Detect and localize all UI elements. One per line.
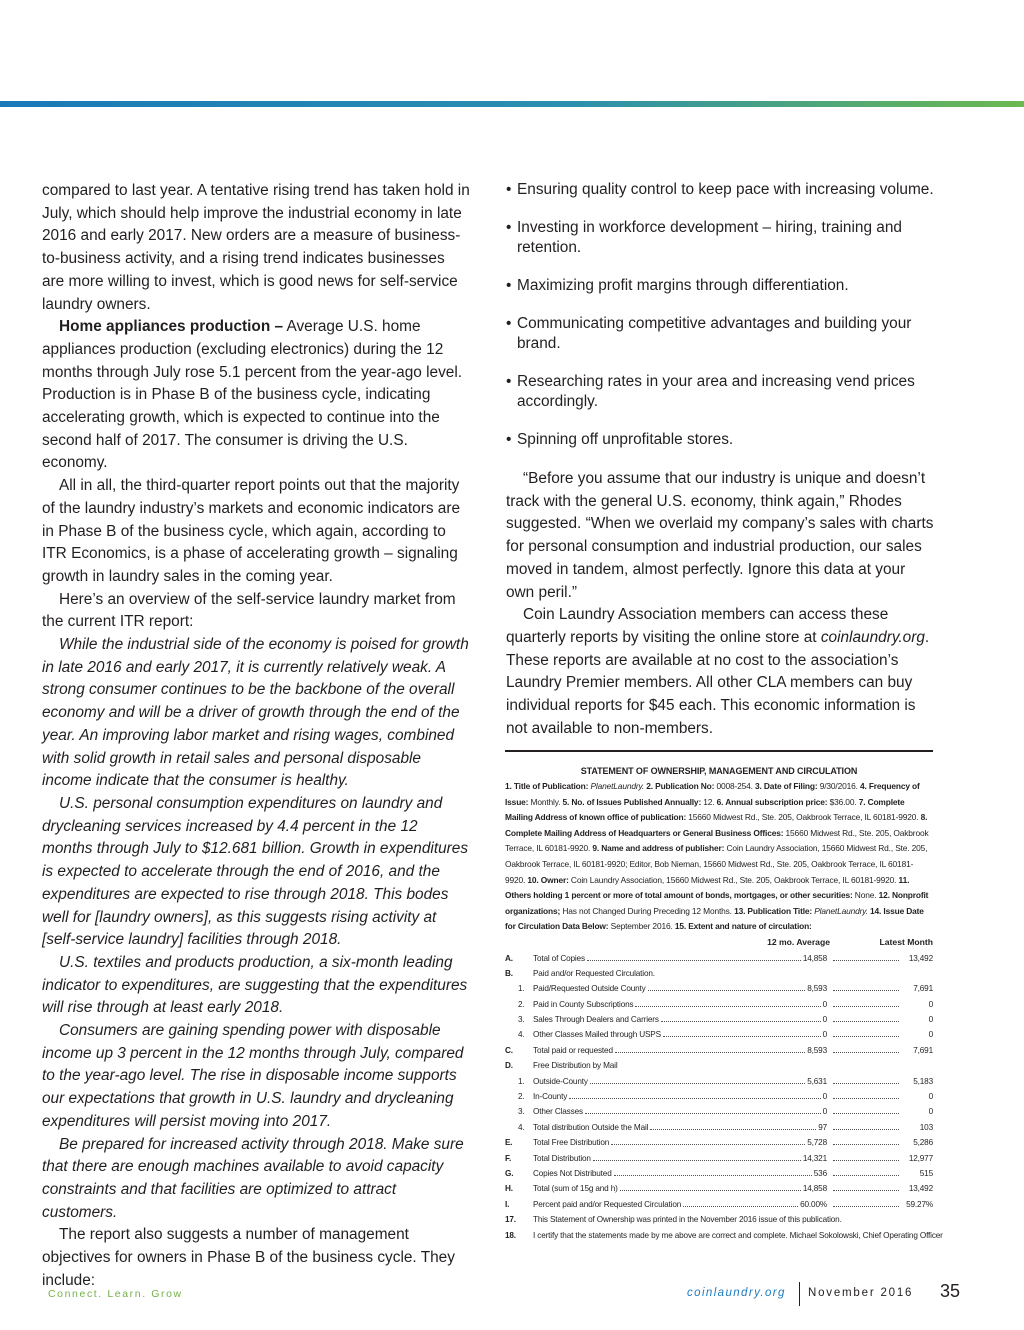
row-label: Total paid or requested <box>533 1045 613 1055</box>
latest-value: 515 <box>919 1169 933 1178</box>
table-row <box>505 966 933 981</box>
statement-field-value: Coin Laundry Association, 15660 Midwest Rd., Ste. 205, Oakbrook Terrace, IL 60181-9920. <box>570 874 897 885</box>
circulation-table <box>505 951 943 1243</box>
dot-leader <box>648 990 806 991</box>
table-row <box>505 1181 933 1196</box>
row-label: Sales Through Dealers and Carriers <box>533 1015 659 1025</box>
avg-value: 0 <box>822 999 827 1009</box>
latest-value: 7,691 <box>913 984 933 994</box>
statement-title: STATEMENT OF OWNERSHIP, MANAGEMENT AND CIRCULATION <box>580 766 858 776</box>
latest-value: 0 <box>928 999 933 1009</box>
row-key: 1. <box>518 984 525 994</box>
statement-field-label: 13. Publication Title: <box>734 905 813 916</box>
quoted-report-paragraph: While the industrial side of the economy is poised for growth in late 2016 and early 2017, it is currently relatively weak. A strong consumer continues to be the backbone of the overall economy and will be a driver of growth through the end of the year. An improving labor market and rising wages, combined with solid growth in retail sales and personal disposable income indicate that the consumer is healthy. <box>42 636 469 790</box>
statement-field-label: 9. Name and address of publisher: <box>592 843 725 854</box>
row-label: Total (sum of 15g and h) <box>533 1184 618 1194</box>
avg-value: 97 <box>818 1122 827 1132</box>
body-paragraph: Here’s an overview of the self-service laundry market from the current ITR report: <box>42 590 456 631</box>
statement-field-label: 15. Extent and nature of circulation: <box>674 921 812 932</box>
dot-leader <box>833 1206 899 1207</box>
latest-column-header: Latest Month <box>879 936 933 947</box>
body-paragraph: All in all, the third-quarter report points out that the majority of the laundry industry’s markets and economic indicators are in Phase B of the business cycle, which again, according to ITR Economics, is a phase of accelerating growth – signaling growth in laundry sales in the coming year. <box>42 477 461 585</box>
dot-leader <box>833 1129 899 1130</box>
statement-field-value: PlanetLaundry. <box>590 781 645 791</box>
table-row <box>505 1120 933 1135</box>
circulation-column-headers <box>505 935 933 951</box>
paragraph-text: . These reports are available at no cost to the association’s Laundry Premier members. All other CLA members can buy individual reports for $45 each. This economic information is not available to non-members. <box>506 628 930 737</box>
row-key: 2. <box>518 999 525 1009</box>
dot-leader <box>833 1113 899 1114</box>
dot-leader <box>590 1083 805 1084</box>
row-key: 2. <box>518 1092 525 1102</box>
dot-leader <box>587 960 801 961</box>
body-paragraph <box>42 316 470 475</box>
row-key: E. <box>505 1138 513 1148</box>
row-label: Free Distribution by Mail <box>533 1061 618 1071</box>
list-item: • Investing in workforce development – hiring, training and retention. <box>506 218 934 258</box>
dot-leader <box>833 1175 899 1176</box>
dot-leader <box>615 1052 805 1053</box>
list-item: • Ensuring quality control to keep pace with increasing volume. <box>506 180 934 200</box>
avg-value: 5,728 <box>807 1138 827 1148</box>
dot-leader <box>635 1006 820 1007</box>
latest-value: 13,492 <box>908 953 933 963</box>
footer-tagline: Connect. Learn. Grow <box>48 1288 183 1300</box>
row-key: 4. <box>518 1122 525 1132</box>
latest-value: 5,286 <box>913 1138 933 1148</box>
row-key: I. <box>505 1199 510 1209</box>
statement-field-value: $36.00. <box>829 796 857 807</box>
row-label: Paid/Requested Outside County <box>533 984 646 994</box>
list-item: • Spinning off unprofitable stores. <box>506 430 934 450</box>
latest-value: 0 <box>928 1092 933 1102</box>
latest-value: 0 <box>928 1107 933 1117</box>
dot-leader <box>833 1036 899 1037</box>
table-row <box>505 981 933 996</box>
page-number: 35 <box>940 1281 961 1301</box>
table-row <box>505 1012 933 1027</box>
table-row <box>505 1135 933 1150</box>
avg-column-header: 12 mo. Average <box>767 936 830 947</box>
statement-field-label: 8. Complete Mailing Address of Headquarters or General Business Offices: <box>505 812 928 838</box>
row-label: Total of Copies <box>533 953 585 963</box>
dot-leader <box>593 1160 801 1161</box>
dot-leader <box>833 990 899 991</box>
row-key: H. <box>505 1184 513 1194</box>
table-row <box>505 997 933 1012</box>
table-row <box>505 1058 933 1073</box>
dot-leader <box>663 1036 821 1037</box>
paragraph-text: Average U.S. home appliances production (excluding electronics) during the 12 months through July rose 5.1 percent from the year-ago level. Production is in Phase B of the business cycle, indicating accelerating growth, which is expected to continue into the second half of 2017. The consumer is driving the U.S. economy. <box>42 318 463 472</box>
statement-field-value: PlanetLaundry. <box>814 905 868 916</box>
row-key: 1. <box>518 1076 525 1086</box>
statement-field-value: September 2016. <box>610 921 673 932</box>
avg-value: 8,593 <box>807 1045 827 1055</box>
statement-field-label: 5. No. of Issues Published Annually: <box>562 796 702 807</box>
avg-value: 0 <box>822 1015 827 1025</box>
statement-field-value: Monthly. <box>530 796 561 807</box>
body-paragraph <box>506 604 934 740</box>
dot-leader <box>620 1190 801 1191</box>
statement-field-value: 15660 Midwest Rd., Ste. 205, Oakbrook Terrace, IL 60181-9920. <box>505 827 929 854</box>
row-label: Other Classes <box>533 1107 583 1117</box>
latest-value: 7,691 <box>913 1045 933 1055</box>
quoted-report-paragraph: U.S. personal consumption expenditures on laundry and drycleaning services increased by 4.4 percent in the 12 months through July to $12.681 billion. Growth in expenditures is expected to accelerate through the end of 2016, and the expenditures are expected to rise through 2018. This bodes well for [laundry owners], as this suggests rising activity at [self-service laundry] facilities through 2018. <box>42 794 469 949</box>
row-label: This Statement of Ownership was printed in the November 2016 issue of this publication. <box>533 1215 842 1225</box>
table-row <box>505 1089 933 1104</box>
row-label: Outside-County <box>533 1076 588 1086</box>
quoted-report-paragraph: Be prepared for increased activity through 2018. Make sure that there are enough machines available to avoid capacity constraints and that facilities are optimized to attract customers. <box>42 1135 464 1221</box>
dot-leader <box>585 1113 821 1114</box>
row-label: Total distribution Outside the Mail <box>533 1122 649 1132</box>
statement-field-value: Has not Changed During Preceding 12 Months. <box>562 905 732 916</box>
dot-leader <box>650 1129 816 1130</box>
row-key: D. <box>505 1061 513 1071</box>
avg-value: 0 <box>822 1107 827 1117</box>
latest-value: 5,183 <box>913 1076 933 1086</box>
body-paragraph: “Before you assume that our industry is unique and doesn’t track with the general U.S. economy, think again,” Rhodes suggested. “When we overlaid my company’s sales with charts for personal consumption and industrial production, our sales moved in tandem, almost perfectly. Ignore this data at your own peril.” <box>506 470 934 601</box>
row-key: 3. <box>518 1015 525 1025</box>
avg-value: 0 <box>822 1092 827 1102</box>
statement-field-label: 12. Nonprofit organizations; <box>505 890 929 916</box>
latest-value: 13,492 <box>908 1184 933 1194</box>
body-paragraph: compared to last year. A tentative rising trend has taken hold in July, which should help improve the industrial economy in late 2016 and early 2017. New orders are a measure of business-to-business activity, and a rising trend indicates businesses are more willing to invest, which is good news for self-service laundry owners. <box>42 182 470 313</box>
dot-leader <box>833 1083 899 1084</box>
table-row <box>505 1197 933 1212</box>
table-row <box>505 1166 933 1181</box>
row-key: C. <box>505 1045 513 1055</box>
row-label: Other Classes Mailed through USPS <box>533 1030 661 1040</box>
dot-leader <box>833 1006 899 1007</box>
row-key: A. <box>505 953 513 963</box>
avg-value: 0 <box>822 1030 827 1040</box>
objectives-list <box>506 180 934 450</box>
row-key: F. <box>505 1153 512 1163</box>
dot-leader <box>833 1160 899 1161</box>
left-column <box>42 180 470 1292</box>
latest-value: 59.27% <box>906 1199 933 1209</box>
statement-field-value: None. <box>854 890 877 901</box>
right-column <box>506 180 934 740</box>
latest-value: 0 <box>928 1015 933 1025</box>
table-row <box>505 1043 933 1058</box>
statement-field-value: 15660 Midwest Rd., Ste. 205, Oakbrook Terrace, IL 60181-9920. <box>688 812 919 823</box>
quoted-report-paragraph: Consumers are gaining spending power with disposable income up 3 percent in the 12 months through July, compared to the year-ago level. The rise in disposable income supports our expectations that growth in U.S. laundry and drycleaning expenditures will persist moving into 2017. <box>42 1022 464 1130</box>
avg-value: 8,593 <box>807 984 827 994</box>
statement-field-label: 2. Publication No: <box>646 781 715 791</box>
row-label: Total Distribution <box>533 1153 591 1163</box>
statement-field-value: 9/30/2016. <box>819 781 858 791</box>
table-row <box>505 1104 933 1119</box>
row-key: 18. <box>505 1230 516 1240</box>
dot-leader <box>833 1098 899 1099</box>
avg-value: 5,631 <box>807 1076 827 1086</box>
dot-leader <box>833 1021 899 1022</box>
row-label: I certify that the statements made by me above are correct and complete. Michael Sokolowski, Chief Operating Officer <box>533 1230 943 1240</box>
table-row <box>505 1074 933 1089</box>
latest-value: 12,977 <box>908 1153 933 1163</box>
row-label: Total Free Distribution <box>533 1138 610 1148</box>
ownership-statement <box>505 750 943 1243</box>
footer-divider <box>799 1282 800 1306</box>
statement-field-label: 6. Annual subscription price: <box>716 796 828 807</box>
paragraph-text: Coin Laundry Association members can access these quarterly reports by visiting the online store at <box>506 606 889 646</box>
row-key: 4. <box>518 1030 525 1040</box>
statement-field-label: 4. Frequency of Issue: <box>505 781 920 807</box>
statement-field-label: 3. Date of Filing: <box>755 781 818 791</box>
row-label: Paid in County Subscriptions <box>533 999 634 1009</box>
body-paragraph: The report also suggests a number of management objectives for owners in Phase B of the business cycle. They include: <box>42 1226 455 1289</box>
row-key: G. <box>505 1169 514 1178</box>
quoted-report-paragraph: U.S. textiles and products production, a six-month leading indicator to expenditures, are suggesting that the expenditures will rise through at least early 2018. <box>42 953 468 1017</box>
row-key: 3. <box>518 1107 525 1117</box>
avg-value: 14,858 <box>802 1184 827 1194</box>
table-row <box>505 1212 933 1227</box>
table-row <box>505 951 933 966</box>
statement-field-label: 1. Title of Publication: <box>505 781 589 791</box>
row-label: In-County <box>533 1092 568 1102</box>
latest-value: 103 <box>919 1122 933 1132</box>
statement-field-value: 0008-254. <box>716 781 753 791</box>
statement-field-value: 12. <box>703 796 715 807</box>
dot-leader <box>611 1144 805 1145</box>
dot-leader <box>833 1052 899 1053</box>
footer-issue-date: November 2016 <box>808 1287 914 1299</box>
statement-field-value: Coin Laundry Association, 15660 Midwest Rd., Ste. 205, Oakbrook Terrace, IL 60181-9920; Editor, Bob Nieman, 15660 Midwest Rd., Ste. 205, Oakbrook Terrace, IL 60181-9920. <box>505 843 928 885</box>
dot-leader <box>683 1206 798 1207</box>
website-link[interactable]: coinlaundry.org <box>820 628 925 646</box>
avg-value: 60.00% <box>800 1199 827 1209</box>
statement-field-label: 10. Owner: <box>527 874 569 885</box>
row-label: Paid and/or Requested Circulation. <box>533 968 655 978</box>
table-row <box>505 1228 943 1243</box>
paragraph-lead: Home appliances production – <box>59 318 284 336</box>
row-label: Copies Not Distributed <box>533 1169 612 1178</box>
list-item: • Communicating competitive advantages and building your brand. <box>506 314 934 354</box>
statement-field-label: 14. Issue Date for Circulation Data Below: <box>505 905 924 932</box>
header-accent-bar <box>0 101 1024 107</box>
dot-leader <box>569 1098 820 1099</box>
avg-value: 14,858 <box>802 953 827 963</box>
row-key: B. <box>505 968 513 978</box>
statement-field-label: 11. Others holding 1 percent or more of total amount of bonds, mortgages, or other securities: <box>505 874 910 901</box>
row-label: Percent paid and/or Requested Circulation <box>533 1199 682 1209</box>
list-item: • Researching rates in your area and increasing vend prices accordingly. <box>506 372 934 412</box>
table-row <box>505 1151 933 1166</box>
dot-leader <box>661 1021 821 1022</box>
avg-value: 14,321 <box>802 1153 827 1163</box>
statement-fields <box>505 779 933 935</box>
dot-leader <box>833 1144 899 1145</box>
list-item: • Maximizing profit margins through differentiation. <box>506 276 934 296</box>
latest-value: 0 <box>928 1030 933 1040</box>
dot-leader <box>833 1190 899 1191</box>
row-key: 17. <box>505 1215 516 1225</box>
footer-website-link[interactable]: coinlaundry.org <box>687 1287 786 1299</box>
statement-field-label: 7. Complete Mailing Address of known office of publication: <box>505 796 905 823</box>
dot-leader <box>614 1175 812 1176</box>
dot-leader <box>833 960 899 961</box>
avg-value: 536 <box>813 1169 827 1178</box>
table-row <box>505 1027 933 1042</box>
